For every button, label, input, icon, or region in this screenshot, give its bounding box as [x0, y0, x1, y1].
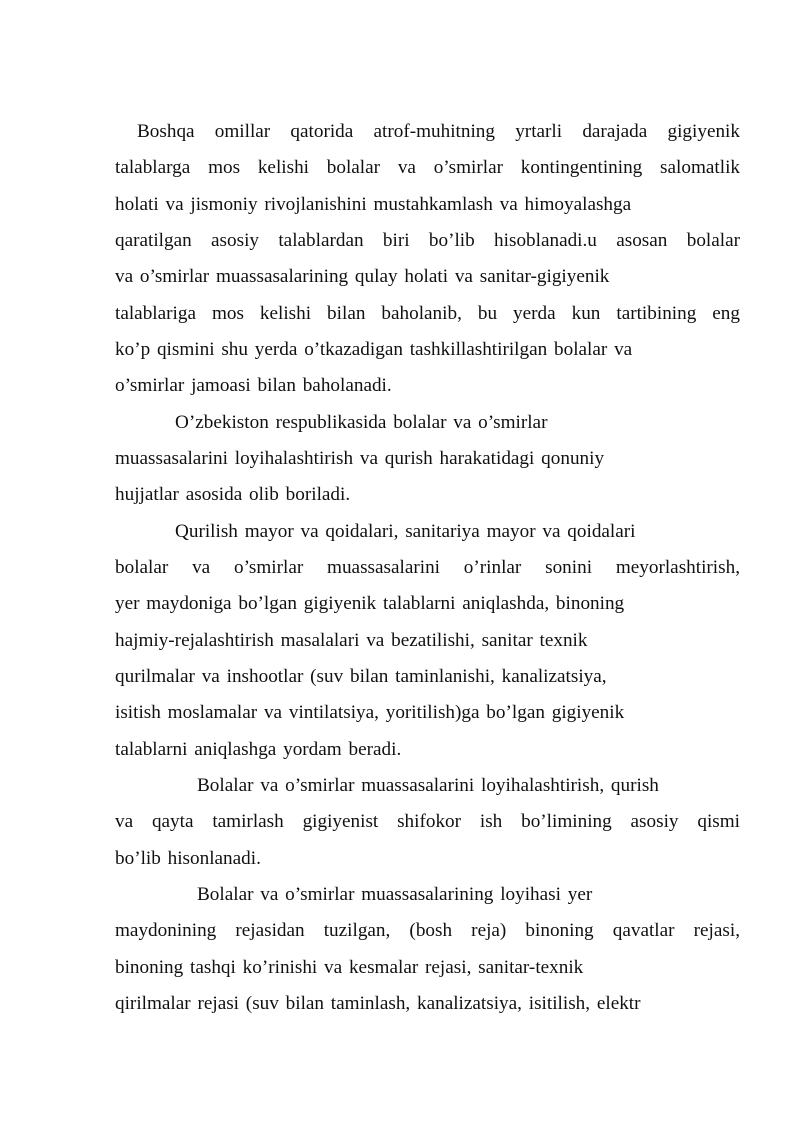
text-line: O’zbekiston respublikasida bolalar va o’smirlar [175, 412, 548, 433]
text-line: o’smirlar jamoasi bilan baholanadi. [115, 375, 392, 396]
text-line: qaratilgan asosiy talablardan biri bo’lib hisoblanadi.u asosan bolalar [115, 230, 740, 251]
text-line: Bolalar va o’smirlar muassasalarini loyihalashtirish, qurish [197, 775, 659, 796]
text-line: maydonining rejasidan tuzilgan, (bosh reja) binoning qavatlar rejasi, [115, 920, 740, 941]
text-line: ko’p qismini shu yerda o’tkazadigan tashkillashtirilgan bolalar va [115, 339, 633, 360]
text-line: muassasalarini loyihalashtirish va qurish harakatidagi qonuniy [115, 448, 605, 469]
text-line: Qurilish mayor va qoidalari, sanitariya mayor va qoidalari [175, 521, 636, 542]
text-line: isitish moslamalar va vintilatsiya, yoritilish)ga bo’lgan gigiyenik [115, 702, 625, 723]
text-line: talablarga mos kelishi bolalar va o’smirlar kontingentining salomatlik [115, 157, 740, 178]
text-line: talablarni aniqlashga yordam beradi. [115, 739, 402, 760]
text-line: qurilmalar va inshootlar (suv bilan taminlanishi, kanalizatsiya, [115, 666, 607, 687]
text-line: Boshqa omillar qatorida atrof-muhitning yrtarli darajada gigiyenik [137, 121, 740, 142]
text-line: bo’lib hisonlanadi. [115, 848, 261, 869]
text-line: Bolalar va o’smirlar muassasalarining loyihasi yer [197, 884, 593, 905]
text-line: hajmiy-rejalashtirish masalalari va bezatilishi, sanitar texnik [115, 630, 588, 651]
text-line: va qayta tamirlash gigiyenist shifokor ish bo’limining asosiy qismi [115, 811, 740, 832]
text-line: binoning tashqi ko’rinishi va kesmalar rejasi, sanitar-texnik [115, 957, 584, 978]
text-line: holati va jismoniy rivojlanishini mustahkamlash va himoyalashga [115, 194, 632, 215]
text-line: yer maydoniga bo’lgan gigiyenik talablarni aniqlashda, binoning [115, 593, 625, 614]
text-line: qirilmalar rejasi (suv bilan taminlash, kanalizatsiya, isitilish, elektr [115, 993, 641, 1014]
text-line: hujjatlar asosida olib boriladi. [115, 484, 351, 505]
text-line: bolalar va o’smirlar muassasalarini o’rinlar sonini meyorlashtirish, [115, 557, 740, 578]
text-line: va o’smirlar muassasalarining qulay holati va sanitar-gigiyenik [115, 266, 610, 287]
text-line: talablariga mos kelishi bilan baholanib, bu yerda kun tartibining eng [115, 303, 740, 324]
